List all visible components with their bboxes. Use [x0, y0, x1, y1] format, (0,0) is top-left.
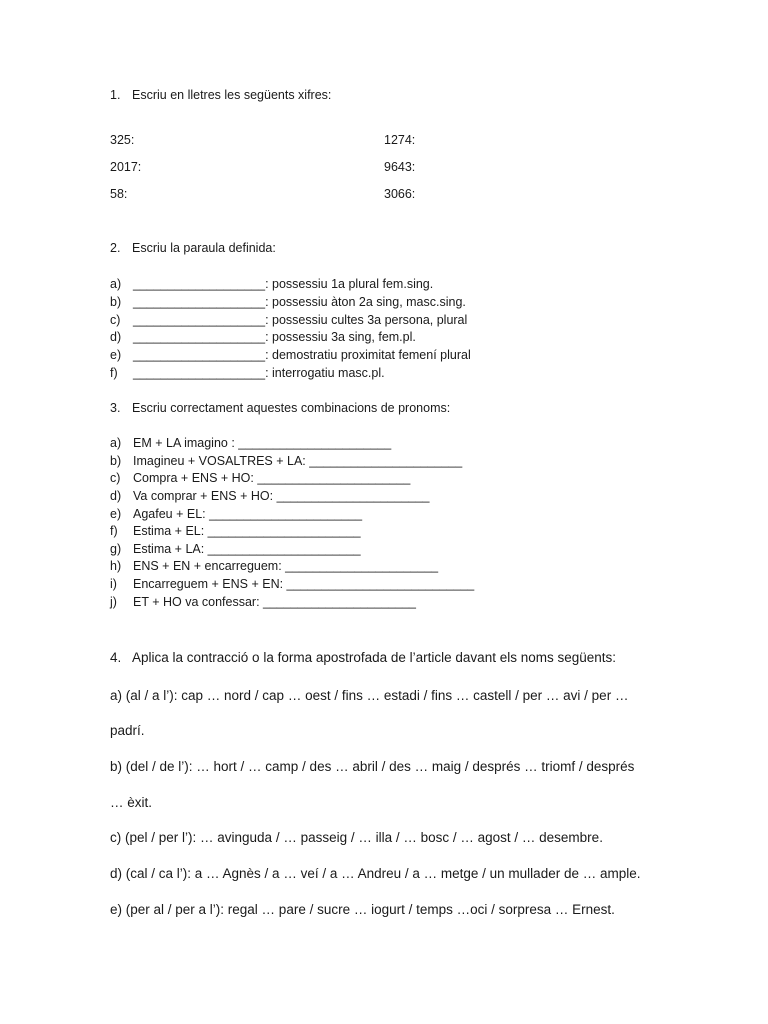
list-item: i) Encarreguem + ENS + EN: ___________________________ — [110, 577, 475, 591]
section1-left-0: 325: — [110, 133, 135, 147]
section1-number: 1. — [110, 88, 121, 102]
list-item: d) Va comprar + ENS + HO: ______________________ — [110, 489, 430, 503]
list-item: e) Agafeu + EL: ______________________ — [110, 507, 363, 521]
section4-heading — [110, 650, 616, 665]
list-item: f) ___________________: interrogatiu masc.pl. — [110, 366, 385, 380]
section4-line-a-cont: padrí. — [110, 723, 145, 738]
list-item: a) ___________________: possessiu 1a plural fem.sing. — [110, 277, 434, 291]
section4-line-d: d) (cal / ca l’): a … Agnès / a … veí / a … Andreu / a … metge / un mullader de … ample. — [110, 866, 641, 881]
list-item: b) ___________________: possessiu àton 2a sing, masc.sing. — [110, 295, 466, 309]
section1-heading — [110, 88, 331, 102]
section4-line-b-cont: … èxit. — [110, 795, 153, 810]
section4-line-b: b) (del / de l’): … hort / … camp / des … abril / des … maig / després … triomf / després — [110, 759, 635, 774]
section2-title: Escriu la paraula definida: — [132, 241, 276, 255]
section3-number: 3. — [110, 401, 121, 415]
list-item: d) ___________________: possessiu 3a sing, fem.pl. — [110, 330, 416, 344]
section1-left-1: 2017: — [110, 160, 142, 174]
section4-title: Aplica la contracció o la forma apostrofada de l’article davant els noms següents: — [132, 650, 617, 665]
section1-right-1: 9643: — [384, 160, 416, 174]
list-item: h) ENS + EN + encarreguem: ______________________ — [110, 559, 439, 573]
list-item: c) Compra + ENS + HO: ______________________ — [110, 471, 411, 485]
section2-heading — [110, 241, 276, 255]
list-item: f) Estima + EL: ______________________ — [110, 524, 361, 538]
list-item: c) ___________________: possessiu cultes 3a persona, plural — [110, 313, 468, 327]
section1-left-2: 58: — [110, 187, 128, 201]
section3-title: Escriu correctament aquestes combinacions de pronoms: — [132, 401, 451, 415]
section1-title: Escriu en lletres les següents xifres: — [132, 88, 332, 102]
list-item: a) EM + LA imagino : ______________________ — [110, 436, 392, 450]
section2-number: 2. — [110, 241, 121, 255]
section1-right-0: 1274: — [384, 133, 416, 147]
section1-right-2: 3066: — [384, 187, 416, 201]
section4-number: 4. — [110, 650, 122, 665]
section4-line-e: e) (per al / per a l’): regal … pare / sucre … iogurt / temps …oci / sorpresa … Ernest. — [110, 902, 615, 917]
list-item: b) Imagineu + VOSALTRES + LA: ______________________ — [110, 454, 463, 468]
section4-line-c: c) (pel / per l’): … avinguda / … passeig / … illa / … bosc / … agost / … desembre. — [110, 830, 603, 845]
list-item: e) ___________________: demostratiu proximitat femení plural — [110, 348, 471, 362]
list-item: g) Estima + LA: ______________________ — [110, 542, 361, 556]
section3-heading — [110, 401, 450, 415]
section4-line-a: a) (al / a l’): cap … nord / cap … oest / fins … estadi / fins … castell / per … avi / per … — [110, 688, 629, 703]
list-item: j) ET + HO va confessar: ______________________ — [110, 595, 416, 609]
